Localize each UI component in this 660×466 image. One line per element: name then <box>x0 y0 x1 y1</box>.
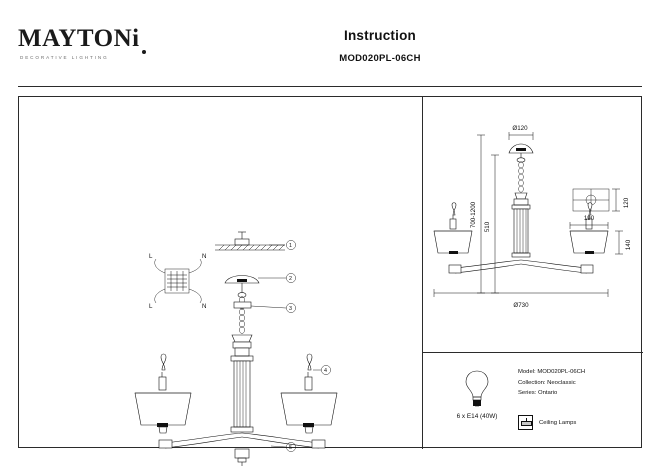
callout-markers <box>247 240 331 466</box>
upper-collar <box>232 302 252 342</box>
dimension-drawing <box>423 97 643 351</box>
dim-overall-diameter <box>434 289 608 309</box>
column-right <box>512 193 530 257</box>
assembly-drawing <box>19 97 421 451</box>
callout-1: 1 <box>289 243 292 249</box>
dim-shade-width-label: 190 <box>583 215 595 222</box>
wire-label-L-top: L <box>149 253 153 260</box>
arms <box>159 433 325 448</box>
canopy-plate-detail <box>573 189 630 211</box>
dim-top-diameter <box>509 125 533 140</box>
dim-height-range-label: 700-1200 <box>470 201 477 229</box>
ceiling-lamp-icon <box>518 415 533 430</box>
ceiling-detail <box>215 232 285 250</box>
bulb-caption: 6 x E14 (40W) <box>456 413 498 420</box>
category-label: Ceiling Lamps <box>539 419 577 426</box>
spec-collection-label: Collection: <box>518 379 546 386</box>
spec-model-line <box>518 367 636 378</box>
callout-4: 4 <box>324 368 327 374</box>
brand-name: MAYTONi <box>18 25 140 52</box>
callout-3: 3 <box>289 306 292 312</box>
callout-2: 2 <box>289 276 292 282</box>
wire-label-N-top: N <box>202 253 207 260</box>
spec-series-line <box>518 388 636 399</box>
spec-panel <box>422 353 643 449</box>
bulb-spec <box>442 367 512 420</box>
drawing-frame <box>18 96 642 451</box>
central-column <box>231 342 253 432</box>
category-block <box>518 415 576 430</box>
dim-body-height-label: 510 <box>484 221 491 233</box>
brand-logo <box>18 26 188 60</box>
spec-collection-value: Neoclassic <box>547 379 576 386</box>
dim-body-height <box>481 155 499 293</box>
spec-series-label: Series: <box>518 390 537 396</box>
candle-flame-right <box>307 354 312 370</box>
dim-top-diameter-label: Ø120 <box>512 125 528 132</box>
bottom-finial <box>235 449 249 466</box>
lamp-right <box>281 354 337 433</box>
spec-collection-line <box>518 378 636 389</box>
page-header <box>0 0 660 96</box>
dim-canopy-plate-label: 120 <box>623 197 630 209</box>
spec-model-value: MOD020PL-06CH <box>537 369 586 375</box>
shade-right <box>281 393 337 425</box>
dim-overall-diameter-label: Ø730 <box>513 302 529 309</box>
wire-label-L-bottom: L <box>149 303 153 310</box>
chain-right <box>519 162 524 192</box>
wire-label-N-bottom: N <box>202 303 207 310</box>
brand-tagline: DECORATIVE LIGHTING <box>20 55 109 60</box>
callout-5: 5 <box>289 445 292 451</box>
canopy-right <box>509 144 533 162</box>
lamp-right-view-left <box>434 203 472 254</box>
wiring-diagram <box>149 253 206 310</box>
title-block <box>250 28 510 64</box>
dim-shade-height-label: 140 <box>625 239 632 251</box>
bulb-icon <box>462 367 492 409</box>
spec-model-label: Model: <box>518 369 536 375</box>
canopy <box>225 276 259 298</box>
page-title: Instruction <box>344 28 416 43</box>
brand-dot-icon <box>142 50 146 54</box>
model-code: MOD020PL-06CH <box>339 53 421 64</box>
spec-text-block <box>518 367 636 399</box>
lamp-left <box>135 354 191 433</box>
spec-series-value: Ontario <box>537 390 558 396</box>
candle-flame-left <box>161 354 166 370</box>
shade-left <box>135 393 191 425</box>
header-divider <box>18 86 642 87</box>
arms-right <box>449 260 593 273</box>
dim-shade-height <box>615 231 632 254</box>
lamp-right-view-right <box>570 203 608 254</box>
